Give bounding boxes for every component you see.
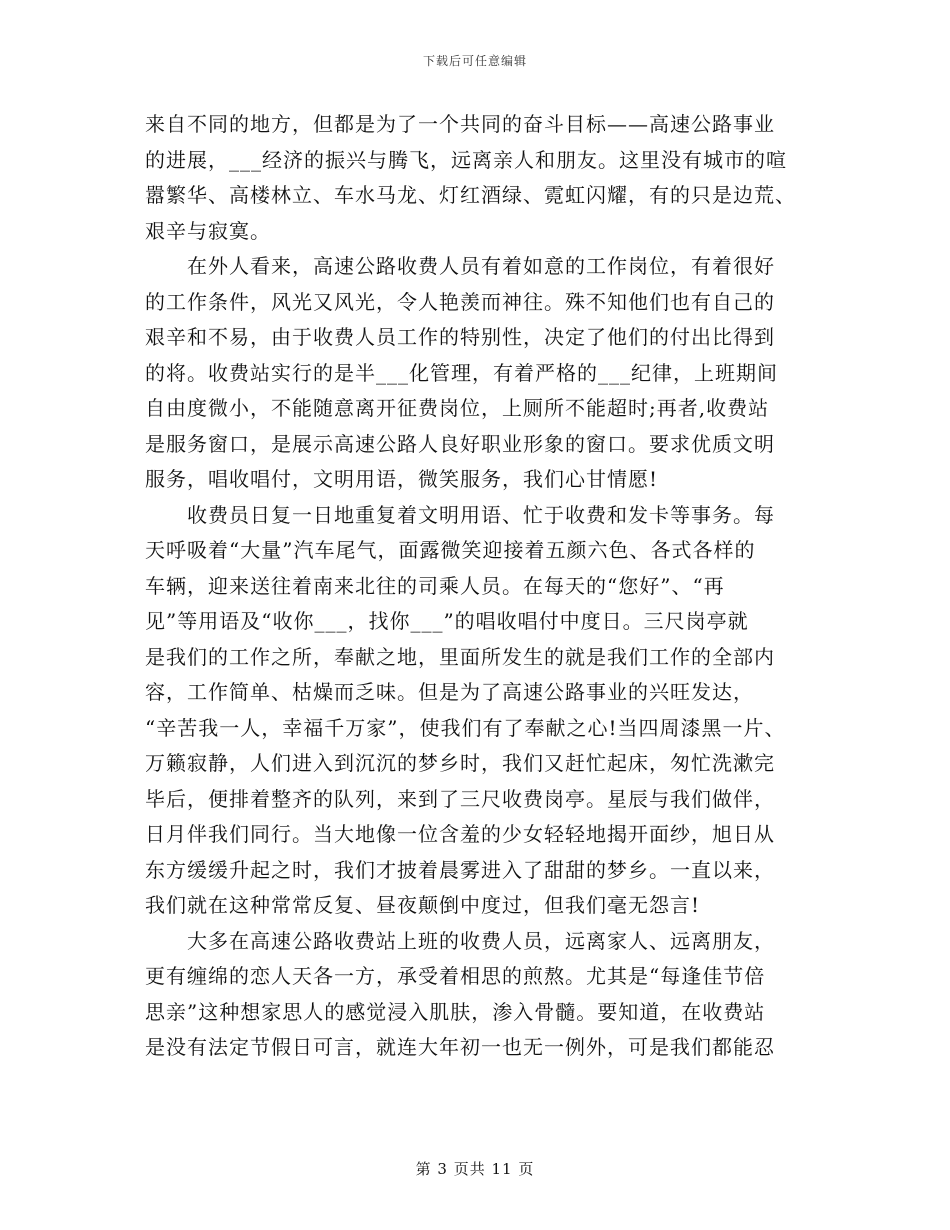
text-line: 在外人看来，高速公路收费人员有着如意的工作岗位，有着很好 — [187, 254, 775, 278]
text-line: 东方缓缓升起之时，我们才披着晨雾进入了甜甜的梦乡。一直以来， — [145, 857, 775, 882]
text-line: 我们就在这种常常反复、昼夜颠倒中度过，但我们毫无怨言! — [145, 893, 701, 917]
text-line: “辛苦我一人，幸福千万家”，使我们有了奉献之心!当四周漆黑一片、 — [145, 715, 786, 740]
text-line: 万籁寂静，人们进入到沉沉的梦乡时，我们又赶忙起床，匆忙洗漱完 — [145, 751, 775, 775]
text-line: 车辆，迎来送往着南来北往的司乘人员。在每天的“您好”、“再 — [145, 573, 725, 598]
text-line: 见”等用语及“收你___，找你___”的唱收唱付中度日。三尺岗亭就 — [145, 609, 749, 633]
text-line: 思亲”这种想家思人的感觉浸入肌肤，渗入骨髓。要知道，在收费站 — [145, 999, 766, 1024]
text-line: 艰辛与寂寞。 — [145, 218, 271, 243]
text-line: 艰辛和不易，由于收费人员工作的特别性，决定了他们的付出比得到 — [145, 325, 775, 349]
text-line: 是没有法定节假日可言，就连大年初一也无一例外，可是我们都能忍 — [145, 1035, 775, 1059]
text-line: 的工作条件，风光又风光，令人艳羡而神往。殊不知他们也有自己的 — [145, 289, 775, 314]
text-line: 是我们的工作之所，奉献之地，里面所发生的就是我们工作的全部内 — [145, 644, 775, 669]
text-line: 的将。收费站实行的是半___化管理，有着严格的___纪律，上班期间 — [145, 360, 778, 385]
text-line: 日月伴我们同行。当大地像一位含羞的少女轻轻地揭开面纱，旭日从 — [145, 822, 775, 846]
text-line: 嚣繁华、高楼林立、车水马龙、灯红酒绿、霓虹闪耀，有的只是边荒、 — [145, 183, 796, 207]
text-line: 来自不同的地方，但都是为了一个共同的奋斗目标——高速公路事业 — [145, 112, 775, 136]
text-line: 是服务窗口，是展示高速公路人良好职业形象的窗口。要求优质文明 — [145, 431, 775, 456]
text-line: 的进展，___经济的振兴与腾飞，远离亲人和朋友。这里没有城市的喧 — [145, 147, 787, 172]
document-body — [145, 107, 825, 1066]
page-footer: 第 3 页共 11 页 — [415, 1160, 535, 1178]
text-line: 毕后，便排着整齐的队列，来到了三尺收费岗亭。星辰与我们做伴， — [145, 786, 775, 811]
text-line: 大多在高速公路收费站上班的收费人员，远离家人、远离朋友， — [187, 928, 775, 953]
text-line: 容，工作简单、枯燥而乏味。但是为了高速公路事业的兴旺发达， — [145, 680, 754, 704]
text-line: 更有缠绵的恋人天各一方，承受着相思的煎熬。尤其是“每逢佳节倍 — [145, 964, 766, 988]
text-line: 收费员日复一日地重复着文明用语、忙于收费和发卡等事务。每 — [187, 502, 775, 527]
text-line: 天呼吸着“大量”汽车尾气，面露微笑迎接着五颜六色、各式各样的 — [145, 538, 756, 562]
text-line: 自由度微小，不能随意离开征费岗位，上厕所不能超时;再者,收费站 — [145, 396, 770, 420]
text-line: 服务，唱收唱付，文明用语，微笑服务，我们心甘情愿! — [145, 467, 659, 491]
page-header: 下载后可任意编辑 — [422, 54, 527, 68]
